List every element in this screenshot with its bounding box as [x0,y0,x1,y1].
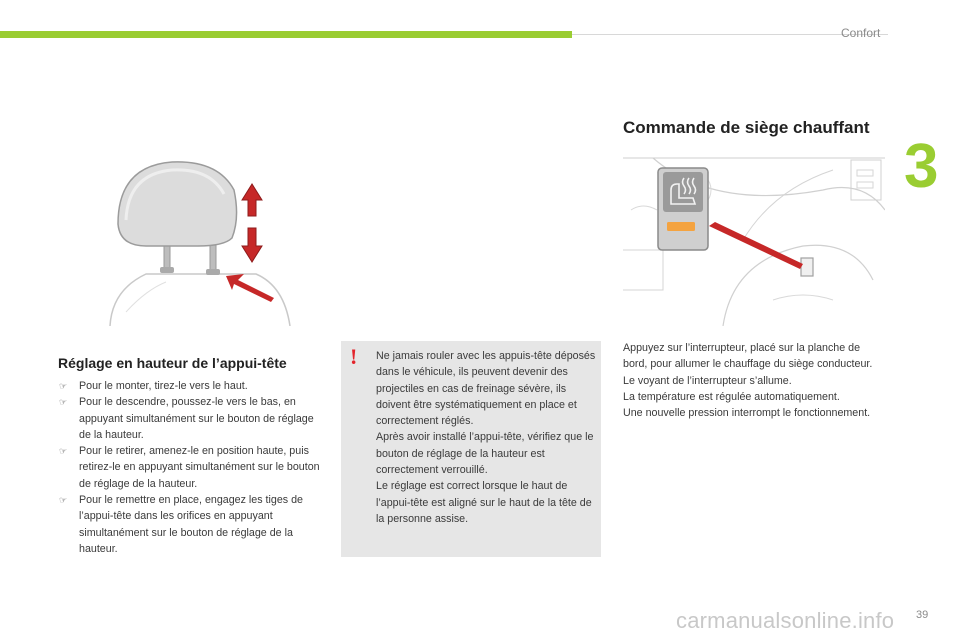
up-arrow-icon [242,184,262,216]
heated-seat-heading: Commande de siège chauffant [623,118,870,138]
hand-pointer-icon: ☞ [59,495,68,506]
warning-paragraph: Après avoir installé l’appui-tête, vérifiez que le bouton de réglage de la hauteur est correctement verrouillé. [376,431,594,477]
heated-seat-paragraph: Une nouvelle pression interrompt le fonctionnement. [623,407,871,420]
heated-seat-paragraph: Appuyez sur l’interrupteur, placé sur la planche de bord, pour allumer le chauffage du siège conducteur. [623,342,873,371]
watermark: carmanualsonline.info [676,608,895,633]
indicator-light-icon [667,222,695,231]
switch-pointer-arrow-icon [709,222,803,269]
dashboard-illustration [623,150,885,326]
headrest-illustration [106,150,298,326]
section-title: Confort [841,26,881,40]
hand-pointer-icon: ☞ [59,397,68,408]
hand-pointer-icon: ☞ [59,446,68,457]
header-accent-bar [0,31,572,38]
down-arrow-icon [242,228,262,262]
warning-paragraph: Le réglage est correct lorsque le haut de l’appui-tête est aligné sur le haut de la tête de la personne assise. [376,480,592,525]
chapter-number: 3 [904,132,939,201]
heated-seat-paragraph: Le voyant de l’interrupteur s’allume. [623,374,792,387]
list-item: ☞ Pour le retirer, amenez-le en position haute, puis retirez-le en appuyant simultanément sur le bouton de réglage de la hauteur. [59,445,320,490]
heated-seat-text [623,340,885,421]
headrest-heading: Réglage en hauteur de l’appui-tête [58,354,287,371]
button-pointer-arrow-icon [226,274,274,302]
warning-paragraph: Ne jamais rouler avec les appuis-tête déposés dans le véhicule, ils peuvent devenir des projectiles en cas de freinage sévère, ils doivent être systématiquement en place et correctement réglés. [376,350,596,428]
warning-text [376,348,596,527]
list-item: ☞ Pour le remettre en place, engagez les tiges de l’appui-tête dans les orifices en appuyant simultanément sur le bouton de réglage de la hauteur. [59,494,303,555]
headrest-instructions [58,378,320,557]
list-item: ☞ Pour le monter, tirez-le vers le haut. [58,378,320,394]
list-item: ☞ Pour le descendre, poussez-le vers le bas, en appuyant simultanément sur le bouton de réglage de la hauteur. [59,396,314,441]
hand-pointer-icon: ☞ [59,381,68,391]
warning-icon: ! [350,344,358,369]
page-number: 39 [916,609,929,621]
heated-seat-paragraph: La température est régulée automatiquement. [623,390,840,403]
